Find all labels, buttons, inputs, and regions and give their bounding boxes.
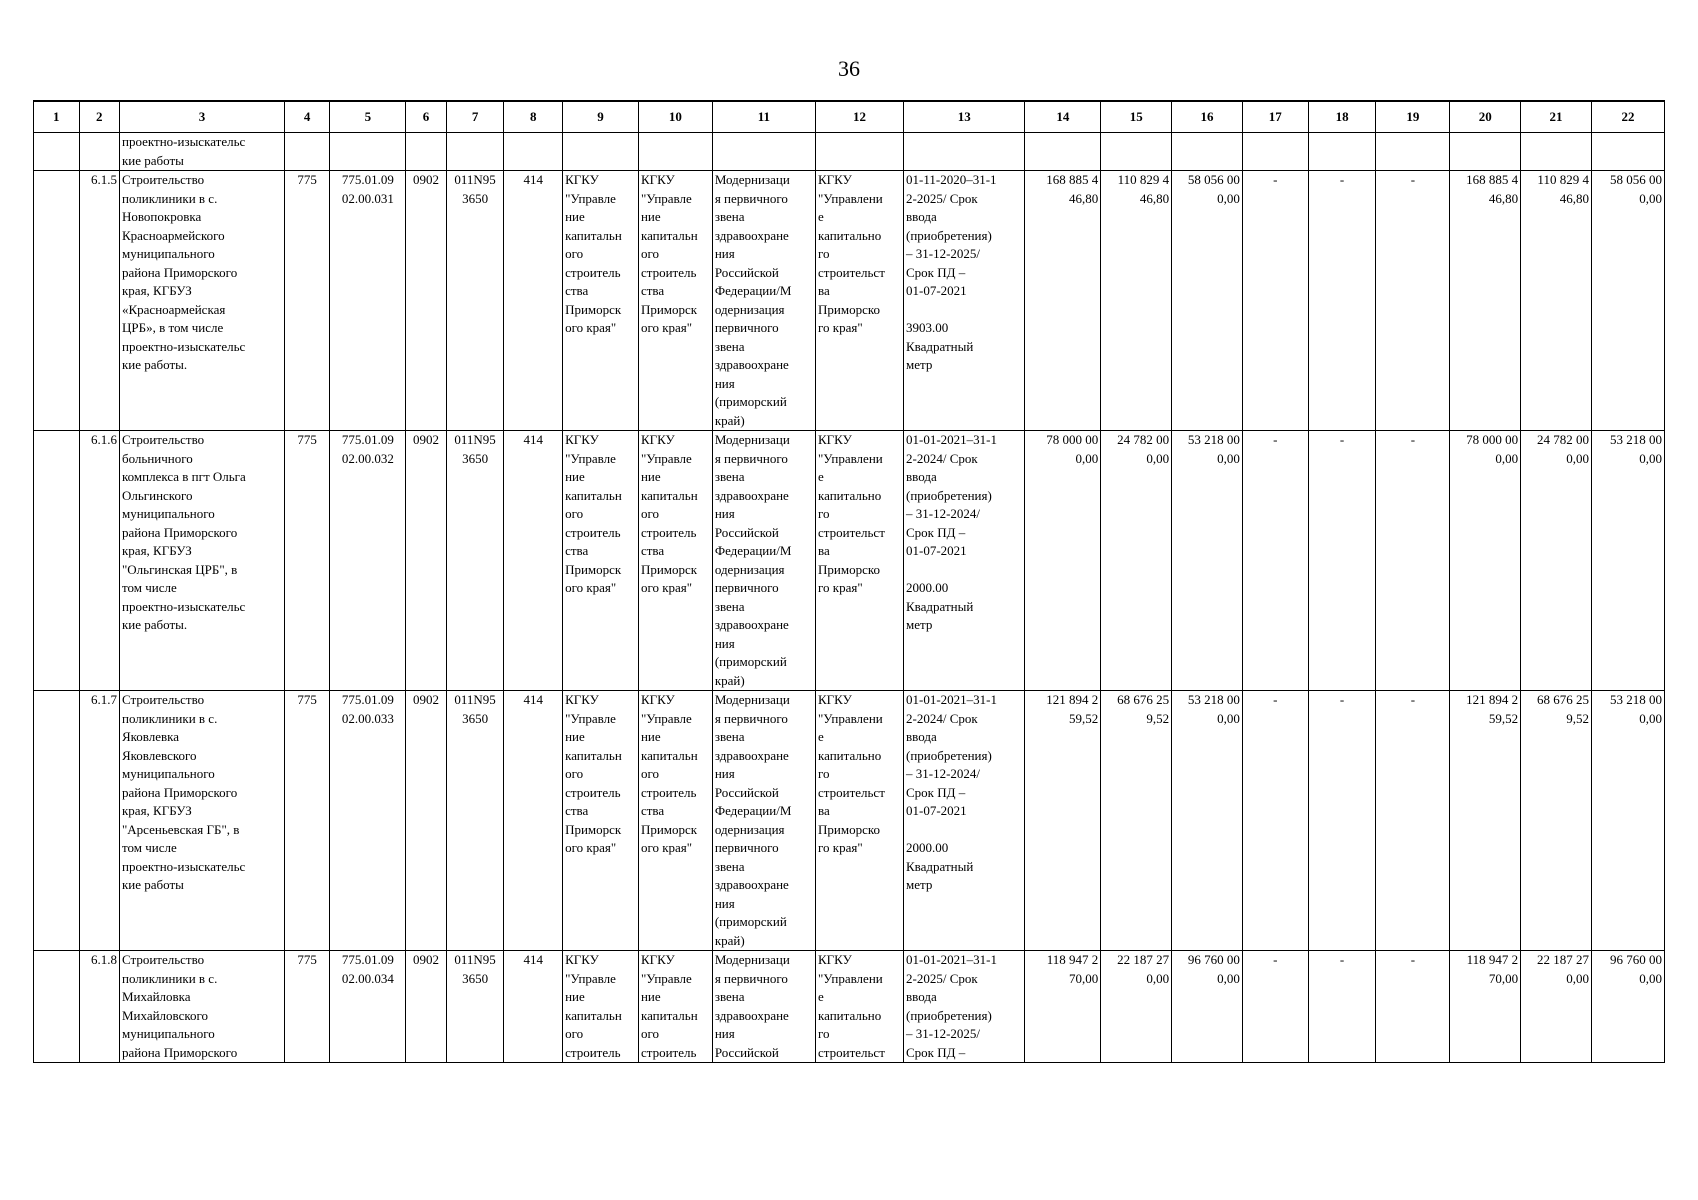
cell: КГКУ "Управлени е капитально го строительст ва Приморско го края"	[816, 431, 904, 691]
col-header: 17	[1242, 101, 1308, 133]
col-header: 18	[1308, 101, 1376, 133]
cell: 01-01-2021–31-1 2-2024/ Срок ввода (приобретения) – 31-12-2024/ Срок ПД – 01-07-2021 2000.00 Квадратный метр	[904, 431, 1025, 691]
cell: 118 947 2 70,00	[1450, 951, 1521, 1063]
cell: 24 782 00 0,00	[1101, 431, 1172, 691]
col-header: 3	[119, 101, 284, 133]
col-header: 13	[904, 101, 1025, 133]
col-header: 1	[34, 101, 80, 133]
cell: 414	[504, 691, 563, 951]
object-name: проектно-изыскательс кие работы	[119, 133, 284, 171]
cell: Модернизаци я первичного звена здравоохране ния Российской Федерации/М одернизация первичного звена здравоохране ния (приморский край)	[712, 171, 815, 431]
object-name: Строительство поликлиники в с. Новопокровка Красноармейского муниципального района Приморского края, КГБУЗ «Красноармейская ЦРБ», в том числе проектно-изыскательс кие работы.	[119, 171, 284, 431]
cell: Модернизаци я первичного звена здравоохране ния Российской Федерации/М одернизация первичного звена здравоохране ния (приморский край)	[712, 691, 815, 951]
item-number: 6.1.7	[79, 691, 119, 951]
cell: 775	[284, 171, 330, 431]
table-row	[34, 691, 1665, 951]
cell: 011N95 3650	[446, 951, 504, 1063]
cell: 58 056 00 0,00	[1172, 171, 1243, 431]
cell: 011N95 3650	[446, 171, 504, 431]
col-header: 20	[1450, 101, 1521, 133]
cell: 68 676 25 9,52	[1521, 691, 1592, 951]
object-name: Строительство больничного комплекса в пгт Ольга Ольгинского муниципального района Приморского края, КГБУЗ "Ольгинская ЦРБ", в том числе проектно-изыскательс кие работы.	[119, 431, 284, 691]
cell: 121 894 2 59,52	[1025, 691, 1101, 951]
item-number: 6.1.6	[79, 431, 119, 691]
col-header: 19	[1376, 101, 1450, 133]
cell: -	[1376, 691, 1450, 951]
cell: 0902	[406, 431, 446, 691]
page-number: 36	[838, 56, 860, 81]
cell: Модернизаци я первичного звена здравоохране ния Российской Федерации/М одернизация первичного звена здравоохране ния (приморский край)	[712, 431, 815, 691]
cell: 118 947 2 70,00	[1025, 951, 1101, 1063]
cell: 78 000 00 0,00	[1450, 431, 1521, 691]
col-header: 16	[1172, 101, 1243, 133]
col-header: 15	[1101, 101, 1172, 133]
cell: -	[1242, 171, 1308, 431]
cell: КГКУ "Управле ние капитальн ого строитель ства Приморск ого края"	[638, 431, 712, 691]
cell: 01-01-2021–31-1 2-2025/ Срок ввода (приобретения) – 31-12-2025/ Срок ПД –	[904, 951, 1025, 1063]
cell: 01-11-2020–31-1 2-2025/ Срок ввода (приобретения) – 31-12-2025/ Срок ПД – 01-07-2021 3903.00 Квадратный метр	[904, 171, 1025, 431]
cell: КГКУ "Управле ние капитальн ого строитель ства Приморск ого края"	[638, 691, 712, 951]
cell: 68 676 25 9,52	[1101, 691, 1172, 951]
cell: 110 829 4 46,80	[1101, 171, 1172, 431]
item-number: 6.1.8	[79, 951, 119, 1063]
cell: 0902	[406, 691, 446, 951]
cell: КГКУ "Управле ние капитальн ого строитель ства Приморск ого края"	[563, 691, 639, 951]
object-name: Строительство поликлиники в с. Михайловка Михайловского муниципального района Приморского	[119, 951, 284, 1063]
cell: 775.01.09 02.00.034	[330, 951, 406, 1063]
col-header: 9	[563, 101, 639, 133]
cell: -	[1242, 691, 1308, 951]
cell: КГКУ "Управле ние капитальн ого строитель ства Приморск ого края"	[563, 431, 639, 691]
cell: 58 056 00 0,00	[1591, 171, 1664, 431]
cell: 22 187 27 0,00	[1521, 951, 1592, 1063]
col-header: 10	[638, 101, 712, 133]
cell: 775.01.09 02.00.032	[330, 431, 406, 691]
cell: 414	[504, 171, 563, 431]
cell: 53 218 00 0,00	[1591, 431, 1664, 691]
cell: 53 218 00 0,00	[1172, 431, 1243, 691]
cell: 414	[504, 431, 563, 691]
cell: 53 218 00 0,00	[1591, 691, 1664, 951]
cell: -	[1242, 951, 1308, 1063]
cell: 775.01.09 02.00.033	[330, 691, 406, 951]
cell: 24 782 00 0,00	[1521, 431, 1592, 691]
cell: 775	[284, 951, 330, 1063]
cell: 775.01.09 02.00.031	[330, 171, 406, 431]
cell: -	[1308, 951, 1376, 1063]
cell: 01-01-2021–31-1 2-2024/ Срок ввода (приобретения) – 31-12-2024/ Срок ПД – 01-07-2021 2000.00 Квадратный метр	[904, 691, 1025, 951]
col-header: 2	[79, 101, 119, 133]
col-header: 14	[1025, 101, 1101, 133]
cell: 775	[284, 691, 330, 951]
table-row	[34, 951, 1665, 1063]
cell: -	[1242, 431, 1308, 691]
cell: -	[1308, 171, 1376, 431]
cell: КГКУ "Управлени е капитально го строительст	[816, 951, 904, 1063]
cell: 775	[284, 431, 330, 691]
cell: -	[1308, 691, 1376, 951]
col-header: 11	[712, 101, 815, 133]
col-header: 5	[330, 101, 406, 133]
cell: КГКУ "Управлени е капитально го строительст ва Приморско го края"	[816, 691, 904, 951]
col-header: 7	[446, 101, 504, 133]
cell: 168 885 4 46,80	[1025, 171, 1101, 431]
cell: -	[1376, 431, 1450, 691]
cell: КГКУ "Управле ние капитальн ого строитель ства Приморск ого края"	[563, 171, 639, 431]
col-header: 12	[816, 101, 904, 133]
col-header: 21	[1521, 101, 1592, 133]
budget-table	[33, 100, 1665, 1063]
header-row	[34, 101, 1665, 133]
table-row	[34, 431, 1665, 691]
cell: 0902	[406, 171, 446, 431]
col-header: 6	[406, 101, 446, 133]
cell: 53 218 00 0,00	[1172, 691, 1243, 951]
cell: 0902	[406, 951, 446, 1063]
item-number: 6.1.5	[79, 171, 119, 431]
col-header: 22	[1591, 101, 1664, 133]
cell: -	[1376, 951, 1450, 1063]
cell: -	[1308, 431, 1376, 691]
cell: КГКУ "Управлени е капитально го строительст ва Приморско го края"	[816, 171, 904, 431]
cell: 168 885 4 46,80	[1450, 171, 1521, 431]
cell: 011N95 3650	[446, 431, 504, 691]
cell: -	[1376, 171, 1450, 431]
table-row	[34, 171, 1665, 431]
cell: Модернизаци я первичного звена здравоохране ния Российской	[712, 951, 815, 1063]
cell: 96 760 00 0,00	[1172, 951, 1243, 1063]
cell: 121 894 2 59,52	[1450, 691, 1521, 951]
col-header: 8	[504, 101, 563, 133]
cell: КГКУ "Управле ние капитальн ого строитель	[638, 951, 712, 1063]
continued-row	[34, 133, 1665, 171]
cell: КГКУ "Управле ние капитальн ого строитель	[563, 951, 639, 1063]
object-name: Строительство поликлиники в с. Яковлевка Яковлевского муниципального района Приморского края, КГБУЗ "Арсеньевская ГБ", в том числе проектно-изыскательс кие работы	[119, 691, 284, 951]
cell: 96 760 00 0,00	[1591, 951, 1664, 1063]
cell: 011N95 3650	[446, 691, 504, 951]
col-header: 4	[284, 101, 330, 133]
cell: 110 829 4 46,80	[1521, 171, 1592, 431]
cell: КГКУ "Управле ние капитальн ого строитель ства Приморск ого края"	[638, 171, 712, 431]
cell: 414	[504, 951, 563, 1063]
cell: 22 187 27 0,00	[1101, 951, 1172, 1063]
cell: 78 000 00 0,00	[1025, 431, 1101, 691]
